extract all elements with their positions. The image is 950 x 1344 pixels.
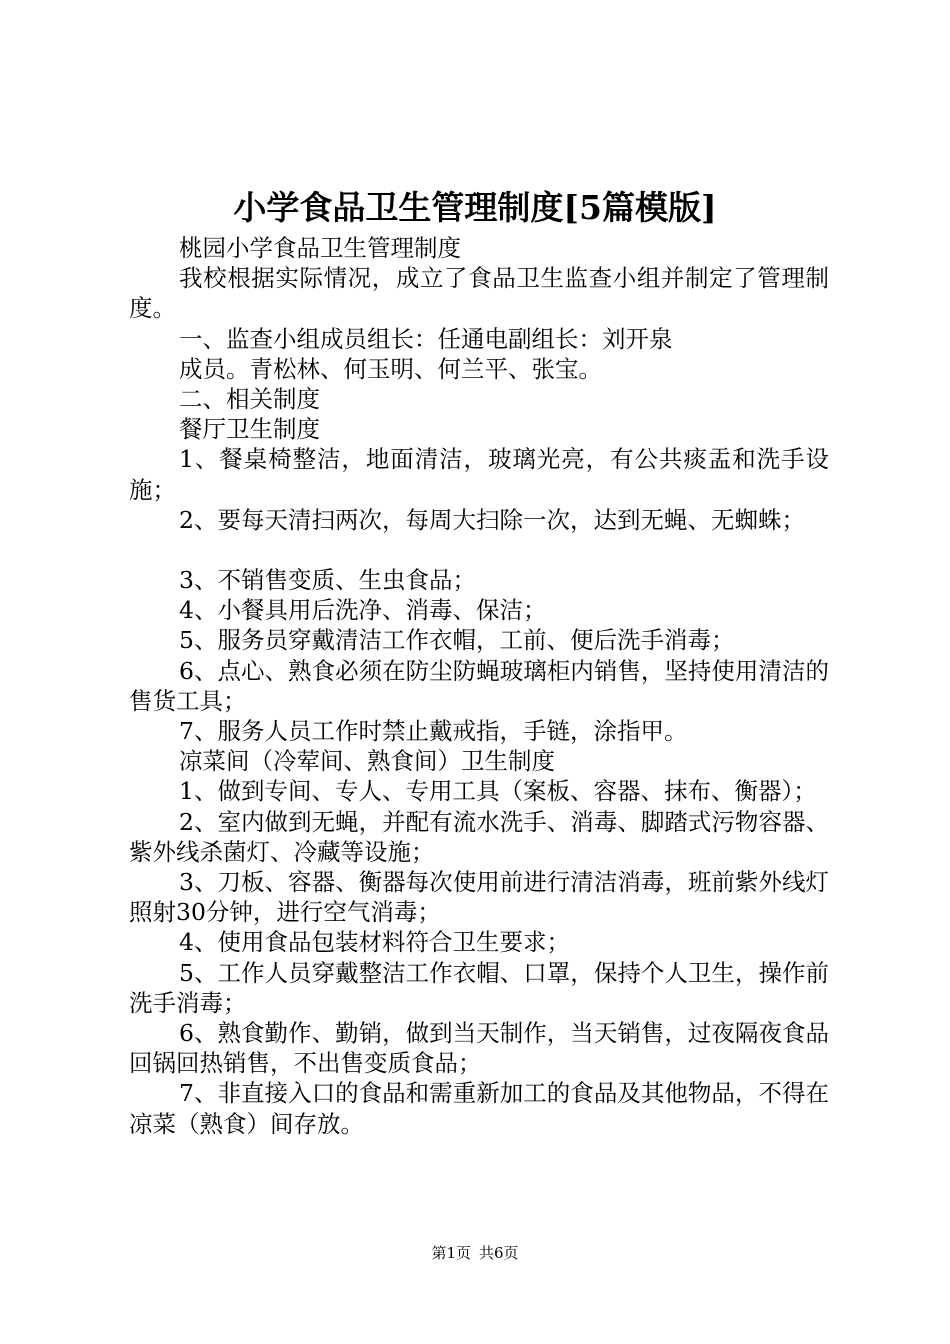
paragraph-members: 成员。青松林、何玉明、何兰平、张宝。	[179, 354, 602, 383]
document-body	[129, 233, 829, 1139]
paragraph-dining-rule-2: 2、要每天清扫两次，每周大扫除一次，达到无蝇、无蜘蛛；	[179, 505, 805, 534]
page-footer	[0, 1243, 950, 1263]
paragraph-dining-rule-7: 7、服务人员工作时禁止戴戒指，手链，涂指甲。	[179, 717, 688, 746]
paragraph-dining-rule-6: 6、点心、熟食必须在防尘防蝇玻璃柜内销售，坚持使用清洁的售货工具；	[129, 656, 829, 715]
paragraph-section-one: 一、监查小组成员组长：任通电副组长：刘开泉	[179, 324, 673, 353]
paragraph-cold-dish-rule-5: 5、工作人员穿戴整洁工作衣帽、口罩，保持个人卫生，操作前洗手消毒；	[129, 958, 829, 1017]
paragraph-dining-rule-4: 4、小餐具用后洗净、消毒、保洁；	[179, 596, 547, 625]
paragraph-cold-dish-rule-7: 7、非直接入口的食品和需重新加工的食品及其他物品，不得在凉菜（熟食）间存放。	[129, 1079, 829, 1138]
paragraph-cold-dish-rule-6: 6、熟食勤作、勤销，做到当天制作，当天销售，过夜隔夜食品回锅回热销售，不出售变质食品；	[129, 1019, 829, 1078]
paragraph-cold-dish-rule-4: 4、使用食品包装材料符合卫生要求；	[179, 928, 570, 957]
paragraph-cold-dish-rule-2: 2、室内做到无蝇，并配有流水洗手、消毒、脚踏式污物容器、紫外线杀菌灯、冷藏等设施；	[129, 807, 829, 866]
paragraph-section-two: 二、相关制度	[179, 385, 320, 414]
page-number: 第1页	[431, 1244, 471, 1262]
paragraph-dining-rule-3: 3、不销售变质、生虫食品；	[179, 566, 476, 595]
page-total: 共6页	[479, 1244, 519, 1262]
paragraph-school-heading: 桃园小学食品卫生管理制度	[179, 234, 461, 262]
paragraph-cold-dish-rule-3: 3、刀板、容器、衡器每次使用前进行清洁消毒，班前紫外线灯照射30分钟，进行空气消毒；	[129, 868, 829, 927]
document-title: 小学食品卫生管理制度[5篇模版]	[233, 188, 717, 227]
paragraph-dining-rule-1: 1、餐桌椅整洁，地面清洁，玻璃光亮，有公共痰盂和洗手设施；	[129, 445, 829, 504]
paragraph-dining-heading: 餐厅卫生制度	[179, 415, 320, 444]
paragraph-intro: 我校根据实际情况，成立了食品卫生监查小组并制定了管理制度。	[129, 264, 829, 323]
paragraph-cold-dish-rule-1: 1、做到专间、专人、专用工具（案板、容器、抹布、衡器）；	[179, 777, 817, 806]
paragraph-dining-rule-5: 5、服务员穿戴清洁工作衣帽，工前、便后洗手消毒；	[179, 626, 735, 655]
paragraph-cold-dish-heading: 凉菜间（冷荤间、熟食间）卫生制度	[179, 747, 555, 776]
